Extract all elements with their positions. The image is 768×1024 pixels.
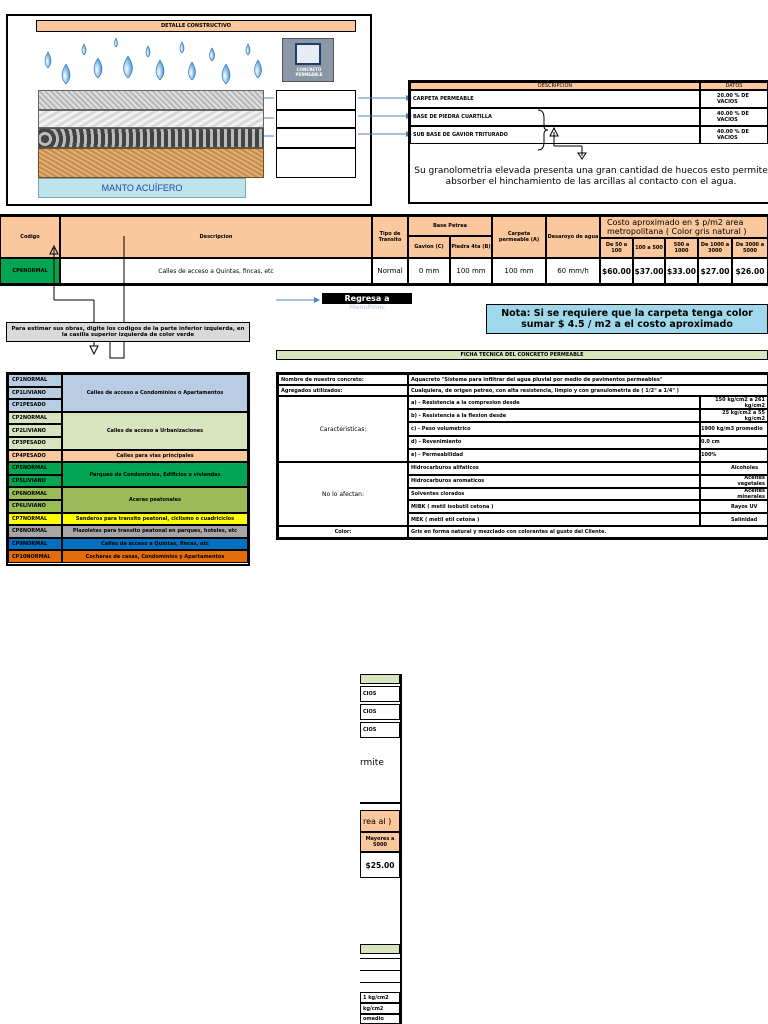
brace-arrow [536,108,596,160]
code-item: CP6NORMAL [8,487,62,500]
page-two-fragment [360,674,402,1024]
no-afecta-key: MEK ( metil etil cetona ) [408,513,700,526]
frag-datos: CIOS [360,722,400,738]
logo-mark-icon [295,43,321,65]
layer-subsuelo [38,148,264,178]
codigo-input[interactable]: CP6NORMAL [0,258,60,284]
regresa-menu-button[interactable] [322,293,412,313]
frag-line [360,970,400,971]
row-descripcion: Calles de acceso a Quintas, fincas, etc [60,258,372,284]
no-afecta-key: Hidrocarburos aromaticos [408,475,700,488]
code-item: CP7NORMAL [8,513,62,526]
code-group: Plazoletas para transito peatonal en parques, hoteles, etc [62,525,248,538]
frag-header [360,674,400,684]
row-costo: $60.00 [600,258,633,284]
no-afecta-value: Aceites minerales [700,488,768,501]
no-afecta-value: Salinidad [700,513,768,526]
water-drops-illustration [36,34,276,88]
header-tipo: Tipo de Transito [372,216,408,258]
code-item: CP9NORMAL [8,538,62,551]
concreto-permeable-logo [282,38,334,82]
caracteristica-value: 1900 kg/m3 promedio [700,422,768,435]
ficha-title: FICHA TECNICA DEL CONCRETO PERMEABLE [276,350,768,360]
ficha-caracteristicas-label: Caracteristicas: [278,396,408,462]
row-tipo: Normal [372,258,408,284]
layer-row-dato: 20.00 % DE VACIOS [700,90,768,108]
layers-header-datos: DATOS [700,82,768,90]
header-base-petrea: Base Petrea [408,216,492,236]
layer-row-dato: 40.00 % DE VACIOS [700,108,768,126]
code-group: Calles de acceso a Quintas, fincas, etc [62,538,248,551]
connector-arrows [262,90,412,160]
layer-row-desc: SUB BASE DE GAVIOR TRITURADO [410,126,700,144]
caracteristica-key: c) - Peso volumetrico [408,422,700,435]
frag-ficha-value: 1 kg/cm2 [360,992,400,1003]
caracteristica-value: 0.0 cm [700,436,768,449]
header-range: De 1000 a 3000 [698,238,732,258]
ficha-no-afectan-label: No lo afectan: [278,462,408,526]
logo-text: CONCRETO PERMEABLE [295,67,323,77]
code-item: CP1LIVIANO [8,387,62,400]
header-range: 500 a 1000 [665,238,698,258]
header-desaroyo: Desaroyo de agua [546,216,600,258]
code-item: CP2LIVIANO [8,424,62,437]
row-piedra: 100 mm [450,258,492,284]
detalle-title: DETALLE CONSTRUCTIVO [36,20,356,32]
regresa-label: Regresa a [322,293,412,304]
code-group: Parqueo de Condominios, Edificios o viviendas [62,462,248,487]
code-item: CP3PESADO [8,437,62,450]
regresa-arrow-icon [276,295,320,305]
header-carpeta: Carpeta permeable (A) [492,216,546,258]
layer-row-desc: BASE DE PIEDRA CUARTILLA [410,108,700,126]
header-range: De 3000 a 5000 [732,238,768,258]
header-codigo: Codigo [0,216,60,258]
layers-header-descripcion: DESCRIPCION [410,82,700,90]
caracteristica-value: 25 kg/cm2 a 55 kg/cm2 [700,409,768,422]
row-desaroyo: 60 mm/h [546,258,600,284]
no-afecta-value: Aceites vegetales [700,475,768,488]
granulometria-note: Su granolometria elevada presenta una gran cantidad de huecos esto permite absorber el hinchamiento de las arcillas al contacto con el agua. [414,166,768,187]
layer-row-dato: 40.00 % DE VACIOS [700,126,768,144]
ficha-nombre-label: Nombre de nuestro concreto: [278,374,408,385]
frag-ficha-value: omedio [360,1014,400,1024]
row-carpeta: 100 mm [492,258,546,284]
ficha-agregados-value: Cualquiera, de origen petreo, con alta resistencia, limpio y con granulometria de ( 1/2" a 1/4" ) [408,385,768,396]
caracteristica-key: e) - Permeabilidad [408,449,700,462]
manto-acuifero [38,178,246,198]
frag-hline [360,802,400,804]
code-item: CP4PESADO [8,450,62,463]
header-piedra: Piedra 4ta (B) [450,236,492,258]
row-costo: $26.00 [732,258,768,284]
caracteristica-value: 150 kg/cm2 a 261 kg/cm2 [700,396,768,409]
no-afecta-value: Rayos UV [700,500,768,513]
ficha-color-value: Gris en forma natural y mezclado con colorantes al gusto del Cliente. [408,526,768,538]
header-gavion: Gavion (C) [408,236,450,258]
frag-datos: CIOS [360,686,400,702]
header-costo: Costo aproximado en $ p/m2 area metropolitana ( Color gris natural ) [600,216,768,238]
frag-price: $25.00 [360,852,400,878]
code-item: CP5LIVIANO [8,475,62,488]
layer-gavion [38,128,264,148]
code-item: CP8NORMAL [8,525,62,538]
code-item: CP6LIVIANO [8,500,62,513]
code-group: Calles de acceso a Condominios o Apartamentos [62,374,248,412]
regresa-sub: MenuPrinc [349,304,385,311]
code-item: CP1NORMAL [8,374,62,387]
header-descripcion: Descripcion [60,216,372,258]
nota-color: Nota: Si se requiere que la carpeta tenga color sumar $ 4.5 / m2 a el costo aproximado [486,304,768,334]
row-costo: $33.00 [665,258,698,284]
frag-note: rmite [360,758,384,768]
caracteristica-value: 100% [700,449,768,462]
no-afecta-key: Solventes clorados [408,488,700,501]
code-item: CP1PESADO [8,399,62,412]
caracteristica-key: d) - Revenimiento [408,436,700,449]
frag-costo: rea al ) [360,810,400,832]
instruccion-text: Para estimar sus obras, digite los codigos de la parte inferior izquierda, en la casilla superior izquierda de color verde [6,322,250,342]
caracteristica-key: b) - Resistencia a la flexion desde [408,409,700,422]
manto-label: MANTO ACUÍFERO [101,183,183,193]
code-item: CP2NORMAL [8,412,62,425]
frag-line [360,982,400,983]
frag-mayores: Mayores a 5000 [360,832,400,852]
code-group: Cocheras de casas, Condominios y Apartamentos [62,550,248,563]
layer-carpeta [38,90,264,110]
code-group: Calles de acceso a Urbanizaciones [62,412,248,450]
no-afecta-value: Alcoholes [700,462,768,475]
row-costo: $37.00 [633,258,665,284]
frag-ficha-value: kg/cm2 [360,1003,400,1014]
header-range: De 50 a 100 [600,238,633,258]
frag-datos: CIOS [360,704,400,720]
no-afecta-key: MIBK ( metil isobutil cetona ) [408,500,700,513]
code-item: CP10NORMAL [8,550,62,563]
ficha-agregados-label: Agregados utilizados: [278,385,408,396]
code-group: Calles para vias principales [62,450,248,463]
code-group: Senderos para transito peatonal, ciclismo o cuadriciclos [62,513,248,526]
frag-ficha-header [360,944,400,954]
code-item: CP5NORMAL [8,462,62,475]
layer-row-desc: CARPETA PERMEABLE [410,90,700,108]
caracteristica-key: a) - Resistencia a la compresion desde [408,396,700,409]
codes-legend [6,372,250,566]
header-range: 100 a 500 [633,238,665,258]
code-group: Aceras peatonales [62,487,248,512]
ficha-color-label: Color: [278,526,408,538]
row-costo: $27.00 [698,258,732,284]
codigo-connector-lines [40,234,150,374]
layer-piedra [38,110,264,128]
row-gavion: 0 mm [408,258,450,284]
no-afecta-key: Hidrocarburos alifaticos [408,462,700,475]
ficha-nombre-value: Aquacreto "Sistema para infiltrar del agua pluvial por medio de pavimentos permeables" [408,374,768,385]
frag-line [360,958,400,959]
